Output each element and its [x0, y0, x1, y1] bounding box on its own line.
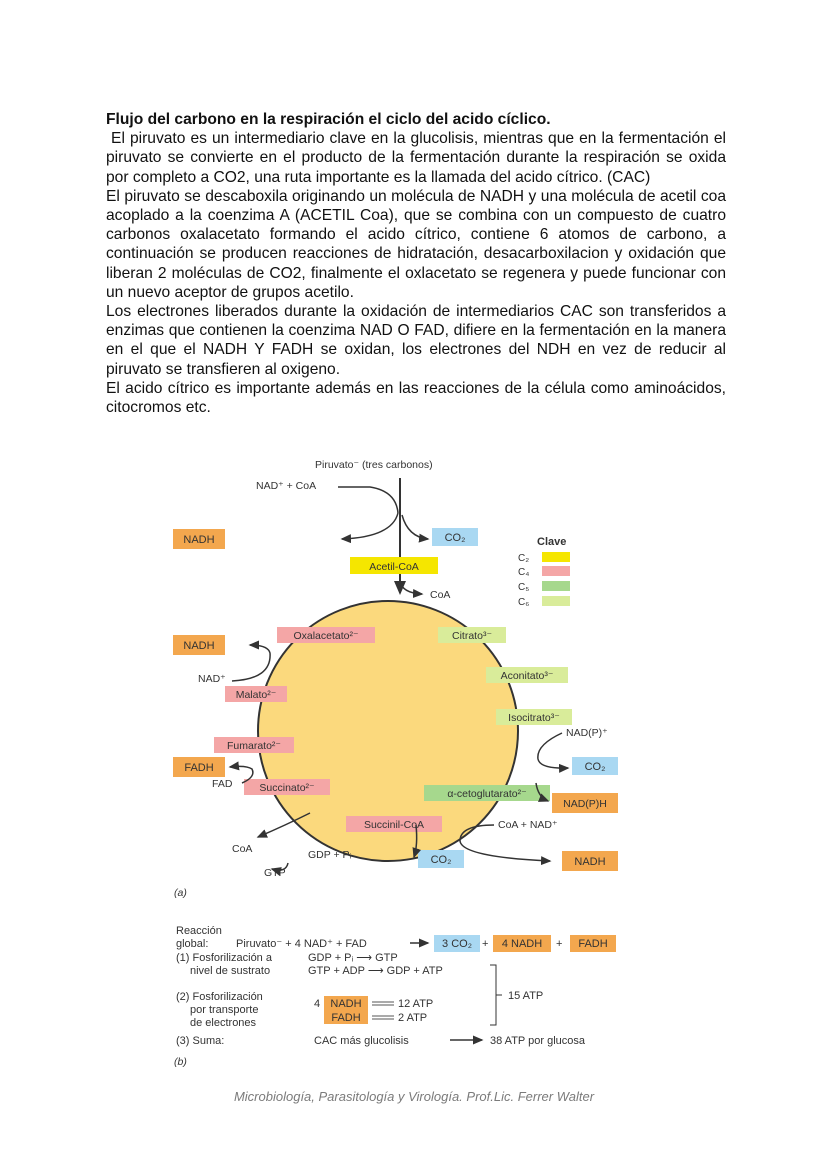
- s1-eq1: GDP + Pᵢ ⟶ GTP: [308, 952, 398, 964]
- s2-label-a: (2) Fosforilización: [176, 991, 263, 1003]
- nad-coa-label: NAD⁺ + CoA: [256, 480, 317, 492]
- nadh-label-left: NADH: [183, 640, 215, 652]
- paragraph-3: Los electrones liberados durante la oxidación de intermediarios CAC son transferidos a enzimas que contienen la coenzima NAD O FAD, difiere en la fermentación en la manera en el que el NADH Y FADH se oxidan, los electrones del NDH en vez de reducir al piruvato se transfieren al oxigeno.: [106, 303, 726, 378]
- key-title: Clave: [537, 536, 567, 548]
- s3-label: (3) Suma:: [176, 1035, 225, 1047]
- three-co2-label: 3 CO₂: [442, 938, 472, 950]
- cycle-diagram: [160, 453, 630, 1083]
- co2-label-bottom: CO₂: [430, 854, 452, 866]
- s1-label-b: nivel de sustrato: [190, 965, 271, 977]
- nadph-label: NAD(P)H: [563, 798, 607, 810]
- atp-bracket: [490, 965, 496, 1025]
- plus-2: +: [556, 938, 563, 950]
- reaction-global: global:: [176, 938, 209, 950]
- nadp-plus-label: NAD(P)⁺: [566, 727, 608, 739]
- four-nadh-label: 4 NADH: [501, 938, 543, 950]
- s3-eq: CAC más glucolisis: [314, 1035, 409, 1047]
- key-c4-swatch: [542, 566, 570, 576]
- succinyl-coa-label: Succinil-CoA: [363, 819, 425, 831]
- pyruvate-label: Piruvato⁻ (tres carbonos): [315, 459, 433, 471]
- fad-label: FAD: [212, 778, 233, 790]
- fumarate-label: Fumarato²⁻: [227, 740, 281, 752]
- oxalacetate-label: Oxalacetato²⁻: [293, 630, 359, 642]
- key-c6-label: C₆: [518, 597, 530, 608]
- coa-label-bottom: CoA: [232, 843, 253, 855]
- key-c6-swatch: [542, 596, 570, 606]
- gtp-label: GTP: [264, 867, 286, 879]
- fadh-summary-label: FADH: [578, 938, 608, 950]
- alpha-ketoglutarate-label: α-cetoglutarato²⁻: [447, 788, 527, 800]
- succinate-label: Succinato²⁻: [259, 782, 315, 794]
- paragraph-4: El acido cítrico es importante además en las reacciones de la célula como aminoácidos, citocromos etc.: [106, 379, 726, 417]
- plus-1: +: [482, 938, 489, 950]
- document-title: Flujo del carbono en la respiración el ciclo del acido cíclico.: [106, 111, 551, 128]
- malate-label: Malato²⁻: [235, 689, 277, 701]
- gdp-pi-label: GDP + Pᵢ: [308, 849, 352, 861]
- co2-label-top: CO₂: [444, 532, 466, 544]
- acetyl-coa-label: Acetil-CoA: [369, 561, 419, 573]
- text-block: [106, 110, 731, 417]
- coa-label-top: CoA: [430, 589, 451, 601]
- citrate-label: Citrato³⁻: [452, 630, 492, 642]
- key-c5-label: C₅: [518, 582, 530, 593]
- coa-nad-label: CoA + NAD⁺: [498, 819, 558, 831]
- paragraph-2: El piruvato se descaboxila originando un molécula de NADH y una molécula de acetil coa acoplado a la coenzima A (ACETIL Coa), que se combina con un compuesto de cuatro carbonos oxalacetato formando el acido cítrico, contiene 6 atomos de carbono, a continuación se producen reacciones de hidratación, desacarboxilacion y oxidación que liberan 2 moléculas de CO2, finalmente el oxlacetato se regenera y puede funcionar con un nuevo aceptor de grupos acetilo.: [106, 187, 726, 301]
- s2-nadh-atp: 12 ATP: [398, 998, 434, 1010]
- page-footer: Microbiología, Parasitología y Virología. Prof.Lic. Ferrer Walter: [233, 1089, 595, 1104]
- nad-plus-label: NAD⁺: [198, 673, 226, 685]
- s2-label-b: por transporte: [190, 1004, 259, 1016]
- citric-acid-cycle-figure: [160, 453, 630, 1083]
- nadh-label-top: NADH: [183, 534, 215, 546]
- reaction-title: Reacción: [176, 925, 222, 937]
- key-c5-swatch: [542, 581, 570, 591]
- key-c4-label: C₄: [518, 567, 530, 578]
- s3-result: 38 ATP por glucosa: [490, 1035, 585, 1047]
- s2-nadh-label: NADH: [330, 998, 362, 1010]
- nadh-label-right: NADH: [574, 856, 606, 868]
- s2-four: 4: [314, 998, 321, 1010]
- paragraph-1: El piruvato es un intermediario clave en la glucolisis, mientras que en la fermentación el piruvato se convierte en el producto de la fermentación durante la respiración se oxida por completo a CO2, una ruta importante es la llamada del acido cítrico. (CAC): [106, 130, 731, 186]
- s1-label-a: (1) Fosforilización a: [176, 952, 272, 964]
- co2-label-right: CO₂: [584, 761, 606, 773]
- label-a: (a): [174, 887, 187, 899]
- fadh-label: FADH: [184, 762, 214, 774]
- s2-fadh-atp: 2 ATP: [398, 1012, 428, 1024]
- s1-eq2: GTP + ADP ⟶ GDP + ATP: [308, 965, 443, 977]
- key-c2-label: C₂: [518, 553, 530, 564]
- s2-fadh-label: FADH: [331, 1012, 361, 1024]
- atp15-label: 15 ATP: [508, 990, 544, 1002]
- key-c2-swatch: [542, 552, 570, 562]
- reaction-eq: Piruvato⁻ + 4 NAD⁺ + FAD: [236, 938, 367, 950]
- s2-label-c: de electrones: [190, 1017, 257, 1029]
- aconitate-label: Aconitato³⁻: [500, 670, 554, 682]
- isocitrate-label: Isocitrato³⁻: [508, 712, 560, 724]
- label-b: (b): [174, 1056, 187, 1068]
